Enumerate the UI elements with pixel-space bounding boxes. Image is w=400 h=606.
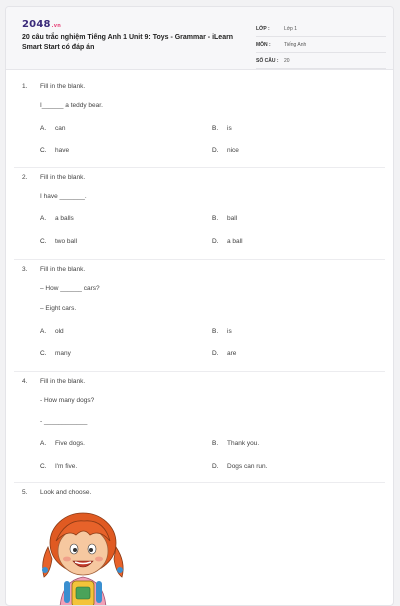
option-text: many [55,350,71,357]
option-key: D. [212,350,219,357]
option-text: can [55,125,66,132]
meta-row-class [256,21,386,37]
question-divider [14,167,385,168]
option-a[interactable] [40,328,64,335]
option-text: old [55,328,64,335]
option-key: C. [40,350,47,357]
quiz-sheet [5,6,394,606]
meta-value: Lớp 1 [284,25,298,32]
question-number: 3. [22,266,28,273]
option-key: D. [212,147,219,154]
brand-name: 2048 [22,19,51,30]
option-text: are [227,350,237,357]
option-key: B. [212,125,219,132]
option-text: ball [227,215,238,222]
option-d[interactable] [212,238,243,245]
option-text: is [227,125,232,132]
option-text: a balls [55,215,74,222]
question-line: - How many dogs? [40,397,95,404]
question-divider [14,371,385,372]
meta-key: LỚP : [256,25,270,32]
option-b[interactable] [212,125,232,132]
meta-key: SỐ CÂU : [256,57,279,64]
option-key: B. [212,440,219,447]
question-line: – Eight cars. [40,305,77,312]
option-b[interactable] [212,215,237,222]
meta-row-subject [256,37,386,53]
option-key: B. [212,328,219,335]
meta-table [256,21,386,69]
option-key: D. [212,238,219,245]
option-key: C. [40,238,47,245]
question-text: Look and choose. [40,489,92,496]
meta-key: MÔN : [256,41,271,48]
girl-illustration [38,507,128,606]
option-text: Thank you. [227,440,260,447]
option-d[interactable] [212,147,239,154]
option-c[interactable] [40,238,77,245]
option-c[interactable] [40,463,77,470]
header [6,7,393,70]
option-key: C. [40,463,47,470]
brand-logo[interactable] [22,19,61,30]
option-text: Dogs can run. [227,463,268,470]
question-line: - ____________ [40,418,88,425]
option-c[interactable] [40,350,71,357]
question-text: Fill in the blank. [40,266,86,273]
option-text: nice [227,147,239,154]
question-line: I have _______. [40,193,87,200]
option-text: Five dogs. [55,440,85,447]
question-line: – How ______ cars? [40,285,100,292]
question-number: 4. [22,378,28,385]
option-text: two ball [55,238,78,245]
meta-row-count [256,53,386,69]
question-number: 2. [22,174,28,181]
question-text: Fill in the blank. [40,83,86,90]
option-key: A. [40,215,47,222]
question-divider [14,259,385,260]
option-text: have [55,147,70,154]
option-a[interactable] [40,125,65,132]
option-key: A. [40,328,47,335]
option-c[interactable] [40,147,69,154]
option-key: B. [212,215,219,222]
option-b[interactable] [212,328,232,335]
meta-value: 20 [284,57,290,64]
meta-value: Tiếng Anh [284,41,307,48]
option-b[interactable] [212,440,259,447]
option-a[interactable] [40,215,74,222]
option-d[interactable] [212,350,236,357]
question-number: 1. [22,83,28,90]
option-key: D. [212,463,219,470]
question-text: Fill in the blank. [40,174,86,181]
option-key: A. [40,125,47,132]
option-a[interactable] [40,440,85,447]
brand-suffix: .vn [51,23,61,29]
option-text: I'm five. [55,463,78,470]
option-text: a ball [227,238,243,245]
option-key: A. [40,440,47,447]
option-text: is [227,328,232,335]
question-number: 5. [22,489,28,496]
page-title: 20 câu trắc nghiệm Tiếng Anh 1 Unit 9: Toys - Grammar - iLearn Smart Start có đáp án [22,34,234,51]
option-key: C. [40,147,47,154]
question-text: Fill in the blank. [40,378,86,385]
question-line: I______ a teddy bear. [40,102,103,109]
option-d[interactable] [212,463,267,470]
question-divider [14,482,385,483]
